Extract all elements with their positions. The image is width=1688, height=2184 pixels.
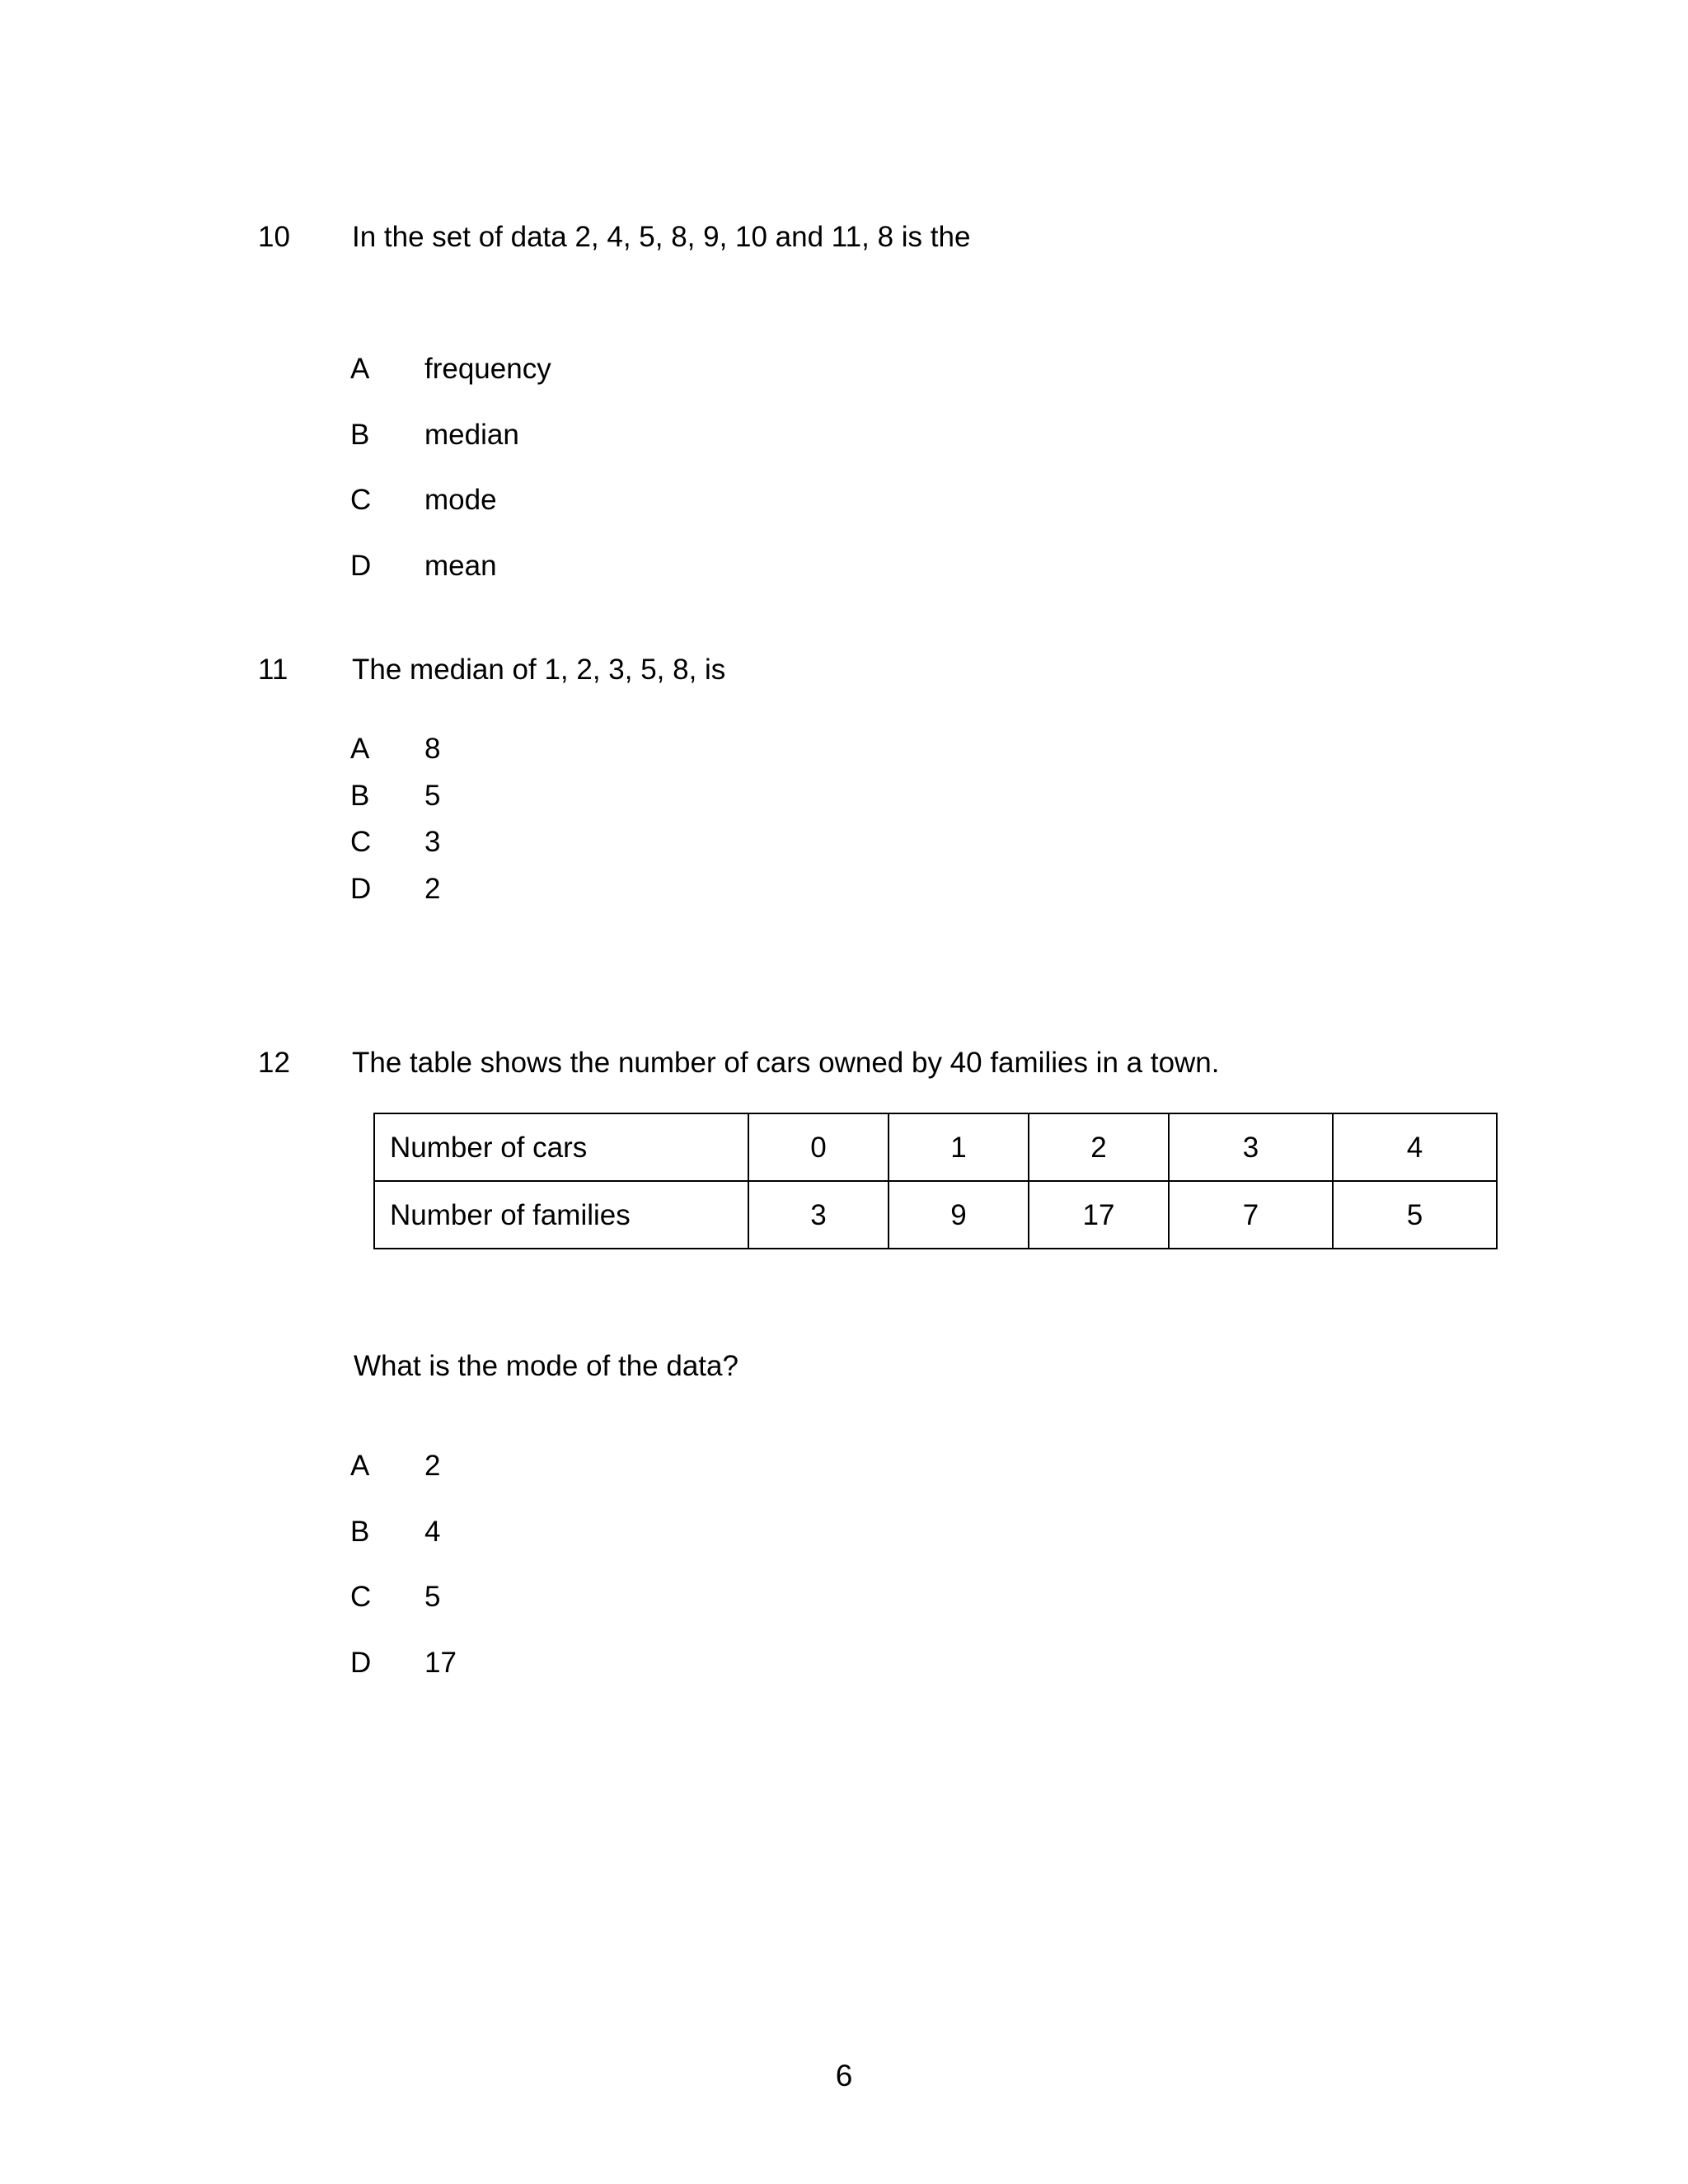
question-10-option-b-letter: B <box>350 419 370 451</box>
table-cell: 9 <box>889 1181 1029 1249</box>
table-cell: 0 <box>748 1113 889 1181</box>
question-10-option-b-text: median <box>424 419 519 451</box>
page-number: 6 <box>835 2059 853 2093</box>
question-11-option-d-letter: D <box>350 873 372 905</box>
table-row-header: Number of families <box>374 1181 748 1249</box>
table-row-families <box>374 1181 1497 1249</box>
table-cell: 2 <box>1029 1113 1169 1181</box>
table-cell: 4 <box>1333 1113 1497 1181</box>
table-cell: 3 <box>748 1181 889 1249</box>
question-11-option-d-text: 2 <box>424 873 441 905</box>
question-11-option-a-letter: A <box>350 733 370 765</box>
cars-families-table <box>373 1113 1498 1249</box>
question-11-option-a-text: 8 <box>424 733 441 765</box>
question-10-option-c-text: mode <box>424 484 497 516</box>
question-11-option-c-letter: C <box>350 826 372 858</box>
question-10-option-d-text: mean <box>424 550 497 582</box>
question-10-text: In the set of data 2, 4, 5, 8, 9, 10 and 11, 8 is the <box>352 221 971 253</box>
table-cell: 3 <box>1169 1113 1333 1181</box>
question-10-option-a-text: frequency <box>424 353 551 385</box>
question-11-text: The median of 1, 2, 3, 5, 8, is <box>352 654 726 686</box>
question-10-option-a-letter: A <box>350 353 370 385</box>
table-cell: 1 <box>889 1113 1029 1181</box>
question-12-number: 12 <box>258 1047 290 1079</box>
question-10-option-d-letter: D <box>350 550 372 582</box>
question-11-option-b-text: 5 <box>424 780 441 812</box>
table-cell: 5 <box>1333 1181 1497 1249</box>
question-12-option-c-letter: C <box>350 1581 372 1613</box>
question-12-option-a-text: 2 <box>424 1450 441 1482</box>
question-12-option-c-text: 5 <box>424 1581 441 1613</box>
table-cell: 7 <box>1169 1181 1333 1249</box>
question-12-option-b-letter: B <box>350 1516 370 1548</box>
question-12-text: The table shows the number of cars owned by 40 families in a town. <box>352 1047 1220 1079</box>
question-12-followup: What is the mode of the data? <box>354 1350 738 1382</box>
table-cell: 17 <box>1029 1181 1169 1249</box>
question-12-option-d-text: 17 <box>424 1647 457 1679</box>
question-11-option-c-text: 3 <box>424 826 441 858</box>
question-12-option-d-letter: D <box>350 1647 372 1679</box>
question-10-option-c-letter: C <box>350 484 372 516</box>
table-row-cars <box>374 1113 1497 1181</box>
question-12-option-a-letter: A <box>350 1450 370 1482</box>
question-11-number: 11 <box>258 654 288 686</box>
question-10-number: 10 <box>258 221 290 253</box>
question-11-option-b-letter: B <box>350 780 370 812</box>
table-row-header: Number of cars <box>374 1113 748 1181</box>
question-12-option-b-text: 4 <box>424 1516 441 1548</box>
